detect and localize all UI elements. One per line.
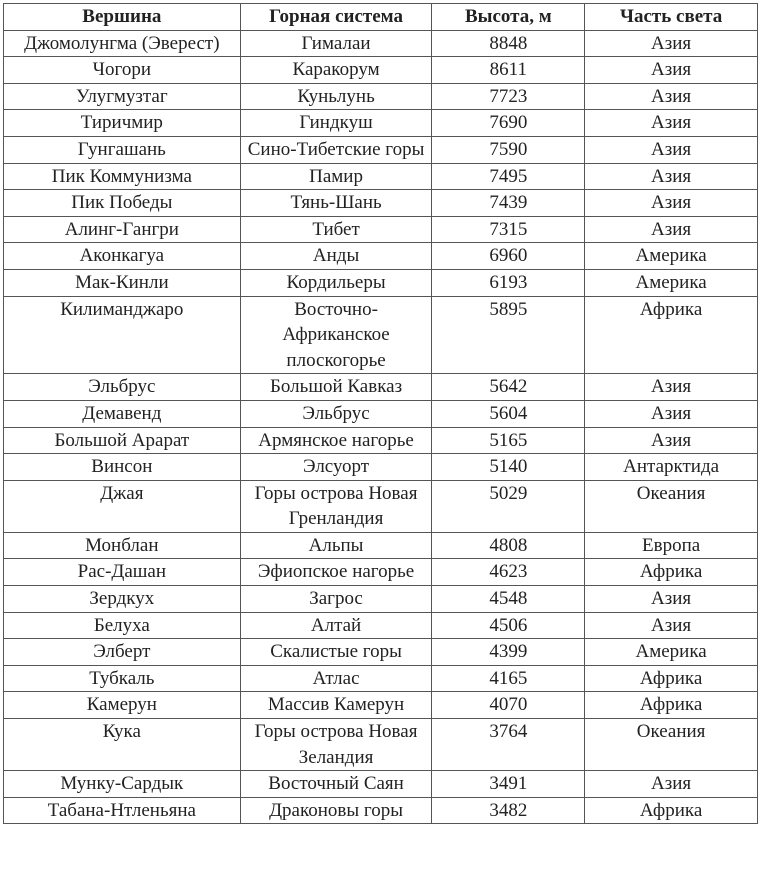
table-row bbox=[4, 374, 758, 401]
part-of-world-cell: Африка bbox=[585, 665, 758, 692]
mountain-system-cell: Алтай bbox=[240, 612, 432, 639]
column-header-height: Высота, м bbox=[432, 4, 585, 31]
table-row bbox=[4, 559, 758, 586]
height-cell: 4548 bbox=[432, 586, 585, 613]
height-cell: 7439 bbox=[432, 190, 585, 217]
height-cell: 7495 bbox=[432, 163, 585, 190]
height-cell: 6960 bbox=[432, 243, 585, 270]
peak-cell: Рас-Дашан bbox=[4, 559, 241, 586]
mountain-system-cell: Горы острова Новая Гренландия bbox=[240, 480, 432, 532]
table-row bbox=[4, 269, 758, 296]
table-row bbox=[4, 57, 758, 84]
peak-cell: Чогори bbox=[4, 57, 241, 84]
mountain-system-cell: Тянь-Шань bbox=[240, 190, 432, 217]
height-cell: 4165 bbox=[432, 665, 585, 692]
peak-cell: Джомолунгма (Эверест) bbox=[4, 30, 241, 57]
part-of-world-cell: Азия bbox=[585, 771, 758, 798]
part-of-world-cell: Азия bbox=[585, 30, 758, 57]
part-of-world-cell: Океания bbox=[585, 719, 758, 771]
peak-cell: Килиманджаро bbox=[4, 296, 241, 374]
mountain-system-cell: Анды bbox=[240, 243, 432, 270]
height-cell: 5895 bbox=[432, 296, 585, 374]
part-of-world-cell: Азия bbox=[585, 400, 758, 427]
part-of-world-cell: Азия bbox=[585, 216, 758, 243]
mountain-system-cell: Восточный Саян bbox=[240, 771, 432, 798]
peak-cell: Алинг-Гангри bbox=[4, 216, 241, 243]
table-row bbox=[4, 665, 758, 692]
table-row bbox=[4, 110, 758, 137]
part-of-world-cell: Азия bbox=[585, 190, 758, 217]
height-cell: 5604 bbox=[432, 400, 585, 427]
part-of-world-cell: Азия bbox=[585, 57, 758, 84]
part-of-world-cell: Азия bbox=[585, 136, 758, 163]
table-row bbox=[4, 163, 758, 190]
part-of-world-cell: Азия bbox=[585, 612, 758, 639]
table-row bbox=[4, 243, 758, 270]
mountain-system-cell: Элсуорт bbox=[240, 454, 432, 481]
peak-cell: Пик Победы bbox=[4, 190, 241, 217]
peak-cell: Большой Арарат bbox=[4, 427, 241, 454]
peak-cell: Белуха bbox=[4, 612, 241, 639]
part-of-world-cell: Азия bbox=[585, 83, 758, 110]
table-row bbox=[4, 296, 758, 374]
part-of-world-cell: Океания bbox=[585, 480, 758, 532]
mountain-system-cell: Большой Кавказ bbox=[240, 374, 432, 401]
part-of-world-cell: Азия bbox=[585, 427, 758, 454]
height-cell: 4623 bbox=[432, 559, 585, 586]
header-row bbox=[4, 4, 758, 31]
peak-cell: Пик Коммунизма bbox=[4, 163, 241, 190]
height-cell: 7315 bbox=[432, 216, 585, 243]
table-row bbox=[4, 216, 758, 243]
height-cell: 3764 bbox=[432, 719, 585, 771]
table-row bbox=[4, 480, 758, 532]
mountain-system-cell: Горы острова Новая Зеландия bbox=[240, 719, 432, 771]
mountain-system-cell: Эльбрус bbox=[240, 400, 432, 427]
height-cell: 5642 bbox=[432, 374, 585, 401]
mountain-system-cell: Памир bbox=[240, 163, 432, 190]
part-of-world-cell: Америка bbox=[585, 243, 758, 270]
height-cell: 4506 bbox=[432, 612, 585, 639]
height-cell: 5165 bbox=[432, 427, 585, 454]
peak-cell: Камерун bbox=[4, 692, 241, 719]
table-row bbox=[4, 586, 758, 613]
peak-cell: Демавенд bbox=[4, 400, 241, 427]
peak-cell: Аконкагуа bbox=[4, 243, 241, 270]
table-row bbox=[4, 692, 758, 719]
table-row bbox=[4, 454, 758, 481]
height-cell: 3482 bbox=[432, 797, 585, 824]
mountain-system-cell: Тибет bbox=[240, 216, 432, 243]
mountain-system-cell: Кордильеры bbox=[240, 269, 432, 296]
column-header-mountain-system: Горная система bbox=[240, 4, 432, 31]
peak-cell: Тиричмир bbox=[4, 110, 241, 137]
peak-cell: Гунгашань bbox=[4, 136, 241, 163]
height-cell: 7590 bbox=[432, 136, 585, 163]
peak-cell: Джая bbox=[4, 480, 241, 532]
height-cell: 4399 bbox=[432, 639, 585, 666]
table-row bbox=[4, 400, 758, 427]
part-of-world-cell: Америка bbox=[585, 269, 758, 296]
height-cell: 7723 bbox=[432, 83, 585, 110]
height-cell: 7690 bbox=[432, 110, 585, 137]
peak-cell: Кука bbox=[4, 719, 241, 771]
part-of-world-cell: Африка bbox=[585, 296, 758, 374]
height-cell: 4070 bbox=[432, 692, 585, 719]
table-row bbox=[4, 83, 758, 110]
part-of-world-cell: Африка bbox=[585, 692, 758, 719]
height-cell: 8611 bbox=[432, 57, 585, 84]
peak-cell: Тубкаль bbox=[4, 665, 241, 692]
part-of-world-cell: Африка bbox=[585, 559, 758, 586]
peak-cell: Винсон bbox=[4, 454, 241, 481]
table-row bbox=[4, 771, 758, 798]
table-row bbox=[4, 136, 758, 163]
peak-cell: Мак-Кинли bbox=[4, 269, 241, 296]
peak-cell: Монблан bbox=[4, 532, 241, 559]
peak-cell: Эльбрус bbox=[4, 374, 241, 401]
column-header-peak: Вершина bbox=[4, 4, 241, 31]
part-of-world-cell: Антарктида bbox=[585, 454, 758, 481]
height-cell: 6193 bbox=[432, 269, 585, 296]
part-of-world-cell: Азия bbox=[585, 374, 758, 401]
table-row bbox=[4, 30, 758, 57]
mountain-system-cell: Армянское нагорье bbox=[240, 427, 432, 454]
part-of-world-cell: Азия bbox=[585, 586, 758, 613]
mountain-system-cell: Загрос bbox=[240, 586, 432, 613]
part-of-world-cell: Европа bbox=[585, 532, 758, 559]
height-cell: 4808 bbox=[432, 532, 585, 559]
table-row bbox=[4, 612, 758, 639]
table-row bbox=[4, 719, 758, 771]
mountain-system-cell: Эфиопское нагорье bbox=[240, 559, 432, 586]
mountain-system-cell: Куньлунь bbox=[240, 83, 432, 110]
table-row bbox=[4, 532, 758, 559]
peak-cell: Табана-Нтленьяна bbox=[4, 797, 241, 824]
part-of-world-cell: Азия bbox=[585, 163, 758, 190]
table-row bbox=[4, 427, 758, 454]
height-cell: 5140 bbox=[432, 454, 585, 481]
mountain-system-cell: Атлас bbox=[240, 665, 432, 692]
peak-cell: Улугмузтаг bbox=[4, 83, 241, 110]
table-row bbox=[4, 797, 758, 824]
part-of-world-cell: Азия bbox=[585, 110, 758, 137]
part-of-world-cell: Америка bbox=[585, 639, 758, 666]
mountain-system-cell: Каракорум bbox=[240, 57, 432, 84]
mountain-system-cell: Скалистые горы bbox=[240, 639, 432, 666]
mountain-system-cell: Массив Камерун bbox=[240, 692, 432, 719]
peak-cell: Мунку-Сардык bbox=[4, 771, 241, 798]
mountain-system-cell: Гималаи bbox=[240, 30, 432, 57]
mountain-system-cell: Восточно-Африканское плоскогорье bbox=[240, 296, 432, 374]
mountain-system-cell: Драконовы горы bbox=[240, 797, 432, 824]
table-row bbox=[4, 190, 758, 217]
peak-cell: Зердкух bbox=[4, 586, 241, 613]
mountain-system-cell: Гиндкуш bbox=[240, 110, 432, 137]
part-of-world-cell: Африка bbox=[585, 797, 758, 824]
height-cell: 3491 bbox=[432, 771, 585, 798]
height-cell: 5029 bbox=[432, 480, 585, 532]
mountain-system-cell: Сино-Тибетские горы bbox=[240, 136, 432, 163]
table-row bbox=[4, 639, 758, 666]
mountains-table bbox=[3, 3, 758, 824]
mountain-system-cell: Альпы bbox=[240, 532, 432, 559]
column-header-part-of-world: Часть света bbox=[585, 4, 758, 31]
peak-cell: Элберт bbox=[4, 639, 241, 666]
height-cell: 8848 bbox=[432, 30, 585, 57]
